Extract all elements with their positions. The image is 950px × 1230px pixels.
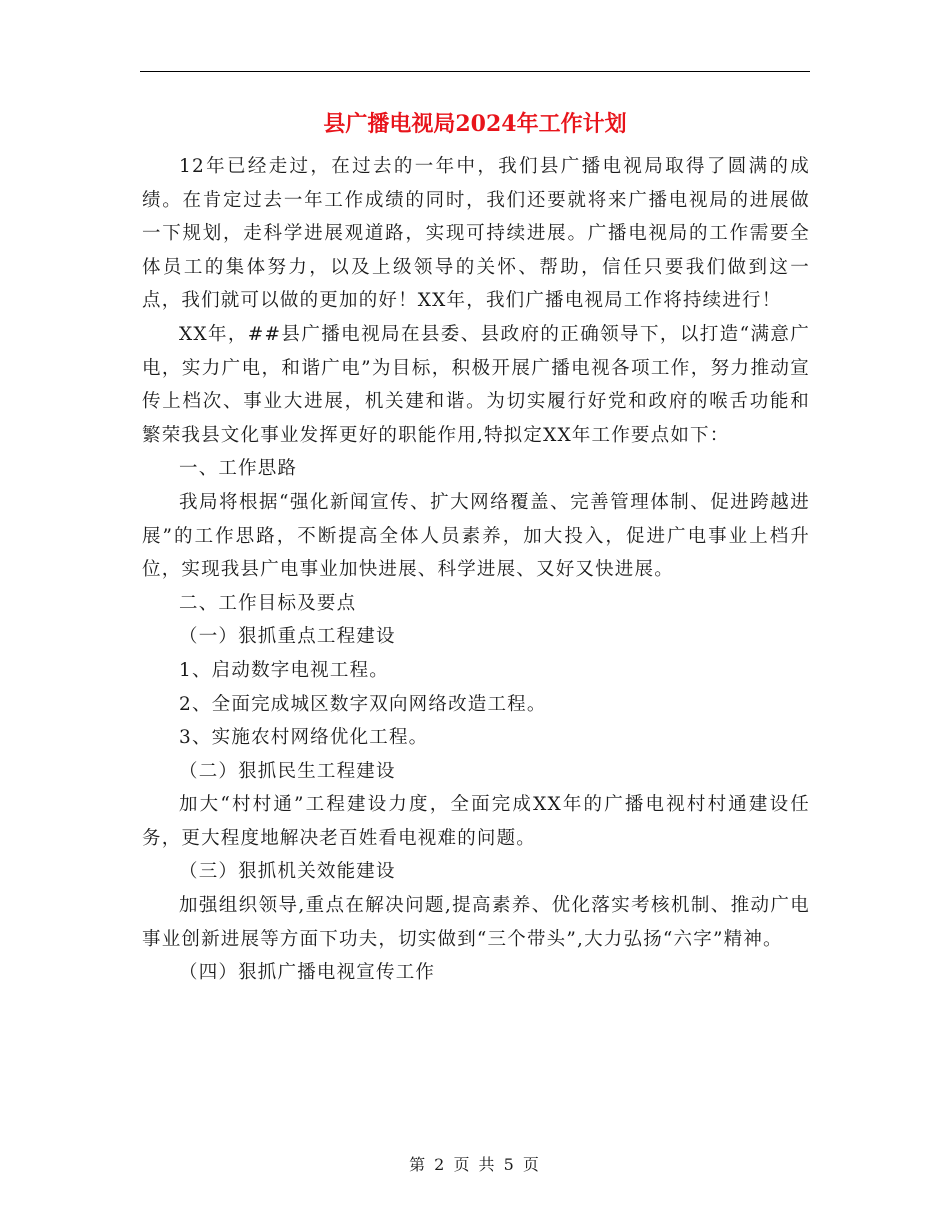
subsection-heading: （四）狠抓广播电视宣传工作 [179, 962, 436, 984]
list-item: 3、实施农村网络优化工程。 [179, 727, 429, 749]
paragraph: 我局将根据“强化新闻宣传、扩大网络覆盖、完善管理体制、促进跨越进展”的工作思路，不断提高全体人员素养，加大投入，促进广电事业上档升位，实现我县广电事业加快进展、科学进展、又好又快进展。 [142, 491, 810, 581]
header-rule [140, 71, 810, 72]
subsection-heading: （一）狠抓重点工程建设 [179, 626, 396, 648]
subsection-heading: （二）狠抓民生工程建设 [179, 760, 396, 782]
paragraph: 加强组织领导,重点在解决问题,提高素养、优化落实考核机制、推动广电事业创新进展等方面下功夫，切实做到“三个带头”,大力弘扬“六字”精神。 [142, 895, 810, 950]
subsection-heading: （三）狠抓机关效能建设 [179, 861, 396, 883]
section-heading: 二、工作目标及要点 [179, 592, 357, 614]
list-item: 1、启动数字电视工程。 [179, 659, 389, 681]
section-heading: 一、工作思路 [179, 458, 298, 480]
paragraph: XX年，##县广播电视局在县委、县政府的正确领导下，以打造“满意广电，实力广电，和谐广电”为目标，积极开展广播电视各项工作，努力推动宣传上档次、事业大进展，机关建和谐。为切实履行好党和政府的喉舌功能和繁荣我县文化事业发挥更好的职能作用,特拟定XX年工作要点如下： [142, 323, 810, 446]
paragraph: 12年已经走过，在过去的一年中，我们县广播电视局取得了圆满的成绩。在肯定过去一年工作成绩的同时，我们还要就将来广播电视局的进展做一下规划，走科学进展观道路，实现可持续进展。广播电视局的工作需要全体员工的集体努力，以及上级领导的关怀、帮助，信任只要我们做到这一点，我们就可以做的更加的好！XX年，我们广播电视局工作将持续进行！ [142, 156, 810, 312]
document-title: 县广播电视局2024年工作计划 [323, 111, 627, 137]
paragraph: 加大“村村通”工程建设力度，全面完成XX年的广播电视村村通建设任务，更大程度地解决老百姓看电视难的问题。 [142, 794, 810, 849]
list-item: 2、全面完成城区数字双向网络改造工程。 [179, 693, 547, 715]
document-body [142, 150, 810, 990]
page-number: 第 2 页 共 5 页 [409, 1155, 541, 1174]
